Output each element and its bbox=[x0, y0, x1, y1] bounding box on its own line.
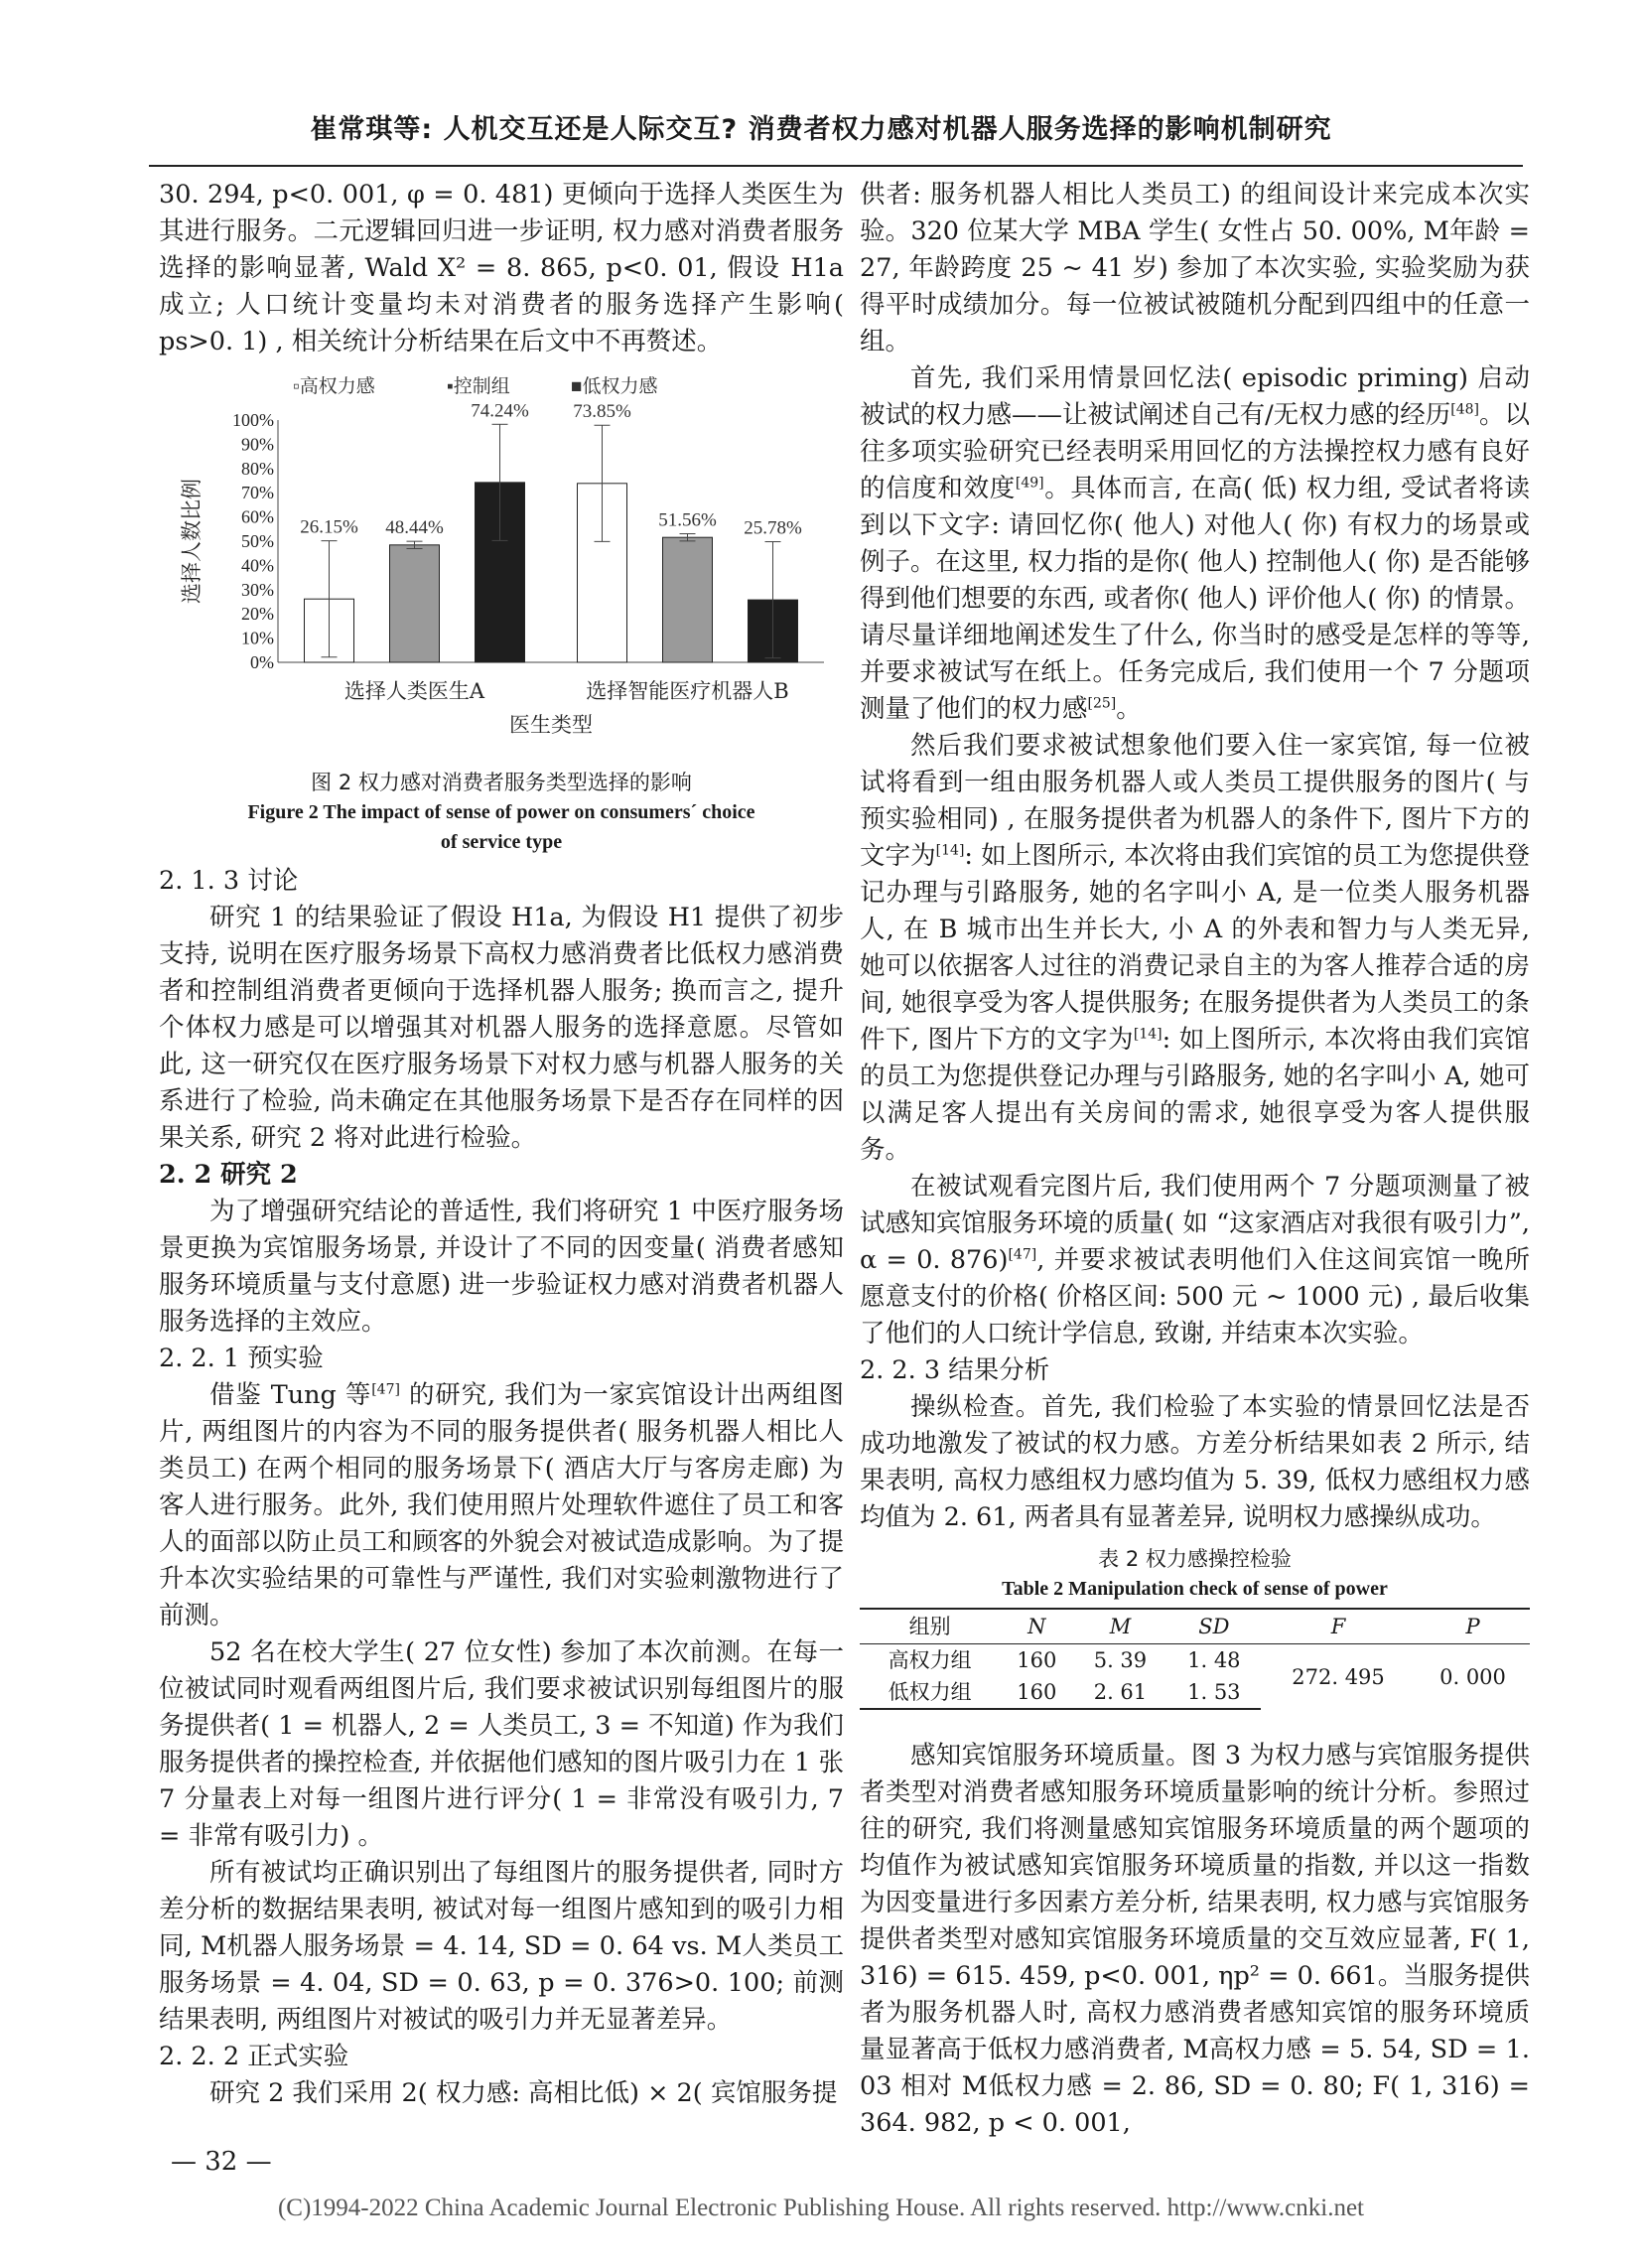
y-tick-label: 0% bbox=[250, 652, 274, 672]
text: , 并要求被试表明他们入住这间宾馆一晚所愿意支付的价格( 价格区间: 500 元 ~ 1000 元) , 最后收集了他们的人口统计学信息, 致谢, 并结束本次实验。 bbox=[860, 1245, 1530, 1348]
data-label: 25.78% bbox=[744, 517, 802, 539]
citation: [25] bbox=[1087, 695, 1117, 712]
data-label: 73.85% bbox=[573, 401, 631, 423]
table-cell: 2. 61 bbox=[1073, 1676, 1166, 1709]
right-para-5: 操纵检查。首先, 我们检验了本实验的情景回忆法是否成功地激发了被试的权力感。方差分析结果如表 2 所示, 结果表明, 高权力感组权力感均值为 5. 39, 低权力感组权力感均值为 2. 61, 两者具有显著差异, 说明权力感操纵成功。 bbox=[860, 1392, 1530, 1532]
section-2-2-2: 2. 2. 2 正式实验 bbox=[159, 2042, 349, 2071]
table-header: 组别 bbox=[860, 1609, 1000, 1644]
left-para-2: 研究 1 的结果验证了假设 H1a, 为假设 H1 提供了初步支持, 说明在医疗服务场景下高权力感消费者比低权力感消费者和控制组消费者更倾向于选择机器人服务; 换而言之, 提升个体权力感是可以增强其对机器人服务的选择意愿。尽管如此, 这一研究仅在医疗服务场景下对权力感与机器人服务的关系进行了检验, 尚未确定在其他服务场景下是否存在同样的因果关系, 研究 2 将对此进行检验。 bbox=[159, 903, 844, 1153]
section-2-1-3: 2. 1. 3 讨论 bbox=[159, 866, 299, 896]
y-axis-label: 选择人数比例 bbox=[180, 479, 204, 604]
legend-entry: ■低权力感 bbox=[571, 376, 658, 397]
table-caption-cn: 表 2 权力感操控检验 bbox=[1098, 1547, 1292, 1571]
citation: [14] bbox=[935, 842, 965, 859]
citation: [48] bbox=[1450, 401, 1479, 418]
text: 。以往多项实验研究已经表明采用回忆的方法操控权力感有良好的信度和效度 bbox=[860, 400, 1530, 503]
table-cell: 160 bbox=[1017, 1648, 1057, 1672]
y-tick-label: 50% bbox=[241, 531, 274, 551]
text: 首先, 我们采用情景回忆法( episodic priming) 启动被试的权力感——让被试阐述自己有/无权力感的经历 bbox=[860, 363, 1530, 430]
table-row bbox=[860, 1644, 1530, 1677]
right-column bbox=[860, 177, 1530, 2142]
figure-caption-en bbox=[159, 797, 844, 857]
text: 借鉴 Tung 等 bbox=[209, 1380, 372, 1410]
citation: [49] bbox=[1015, 475, 1044, 492]
section-2-2: 2. 2 研究 2 bbox=[159, 1160, 298, 1190]
y-tick-label: 80% bbox=[241, 458, 274, 479]
left-column bbox=[159, 177, 844, 2112]
table-cell: 高权力组 bbox=[888, 1648, 972, 1672]
right-para-4 bbox=[860, 1169, 1530, 1352]
table-cell: 1. 48 bbox=[1187, 1648, 1241, 1672]
figure-2 bbox=[159, 364, 844, 857]
table-cell: 1. 53 bbox=[1167, 1676, 1261, 1709]
table-cell: 低权力组 bbox=[860, 1676, 1000, 1709]
text: : 如上图所示, 本次将由我们宾馆的员工为您提供登记办理与引路服务, 她的名字叫小 A, 她可以满足客人提出有关房间的需求, 她很享受为客人提供服务。 bbox=[860, 1025, 1530, 1165]
legend-entry: ▪控制组 bbox=[447, 376, 510, 397]
table-header: M bbox=[1073, 1609, 1166, 1644]
text: : 如上图所示, 本次将由我们宾馆的员工为您提供登记办理与引路服务, 她的名字叫小 A, 是一位类人服务机器人, 在 B 城市出生并长大, 小 A 的外表和智力与人类无异, 她可以依据客人过往的消费记录自主的为客人推荐合适的房间, 她很享受为客人提供服务; 在服务提供者为人类员工的条件下, 图片下方的文字为 bbox=[860, 841, 1530, 1055]
right-para-3 bbox=[860, 728, 1530, 1169]
left-para-6: 所有被试均正确识别出了每组图片的服务提供者, 同时方差分析的数据结果表明, 被试对每一组图片感知到的吸引力相同, M机器人服务场景 = 4. 14, SD = 0. 64 vs. M人类员工服务场景 = 4. 04, SD = 0. 63, p = 0. 376>0. 100; 前测结果表明, 两组图片对被试的吸引力并无显著差异。 bbox=[159, 1858, 844, 2035]
left-para-4 bbox=[159, 1377, 844, 1634]
y-tick-label: 30% bbox=[241, 579, 274, 600]
left-para-1: 30. 294, p<0. 001, φ = 0. 481) 更倾向于选择人类医生为其进行服务。二元逻辑回归进一步证明, 权力感对消费者服务选择的影响显著, Wald X² = 8. 865, p<0. 01, 假设 H1a 成立; 人口统计变量均未对消费者的服务选择产生影响( ps>0. 1) , 相关统计分析结果在后文中不再赘述。 bbox=[159, 180, 844, 356]
copyright-footer: (C)1994-2022 China Academic Journal Electronic Publishing House. All rights reserved. http://www.cnki.net bbox=[277, 2195, 1365, 2221]
y-tick-label: 100% bbox=[232, 410, 274, 430]
citation: [47] bbox=[1008, 1246, 1037, 1263]
legend-entry: ▫高权力感 bbox=[293, 376, 375, 397]
section-2-2-3: 2. 2. 3 结果分析 bbox=[860, 1355, 1050, 1385]
y-tick-label: 20% bbox=[241, 604, 274, 625]
right-para-1: 供者: 服务机器人相比人类员工) 的组间设计来完成本次实验。320 位某大学 MBA 学生( 女性占 50. 00%, M年龄 = 27, 年龄跨度 25 ~ 41 岁) 参加了本次实验, 实验奖励为获得平时成绩加分。每一位被试被随机分配到四组中的任意一组。 bbox=[860, 180, 1530, 356]
running-header: 崔常琪等: 人机交互还是人际交互? 消费者权力感对机器人服务选择的影响机制研究 bbox=[310, 114, 1332, 145]
y-tick-label: 60% bbox=[241, 506, 274, 527]
table-cell-f: 272. 495 bbox=[1292, 1664, 1385, 1689]
table-cell-p: 0. 000 bbox=[1439, 1664, 1506, 1689]
right-para-2 bbox=[860, 360, 1530, 728]
header-rule bbox=[149, 165, 1523, 167]
text: 。 bbox=[1116, 694, 1142, 724]
bar-chart bbox=[159, 364, 844, 766]
text: 然后我们要求被试想象他们要入住一家宾馆, 每一位被试将看到一组由服务机器人或人类员工提供服务的图片( 与预实验相同) , 在服务提供者为机器人的条件下, 图片下方的文字为 bbox=[860, 731, 1530, 871]
citation: [47] bbox=[371, 1381, 400, 1398]
left-para-3: 为了增强研究结论的普适性, 我们将研究 1 中医疗服务场景更换为宾馆服务场景, 并设计了不同的因变量( 消费者感知服务环境质量与支付意愿) 进一步验证权力感对消费者机器人服务选择的主效应。 bbox=[159, 1197, 844, 1337]
page-number: — 32 — bbox=[171, 2147, 272, 2177]
table-header: P bbox=[1416, 1609, 1530, 1644]
citation: [14] bbox=[1133, 1026, 1163, 1043]
section-2-2-1: 2. 2. 1 预实验 bbox=[159, 1344, 324, 1373]
y-tick-label: 90% bbox=[241, 434, 274, 455]
x-axis-label: 医生类型 bbox=[509, 713, 593, 737]
text: 。具体而言, 在高( 低) 权力组, 受试者将读到以下文字: 请回忆你( 他人) 对他人( 你) 有权力的场景或例子。在这里, 权力指的是你( 他人) 控制他人( 你) 是否能够得到他们想要的东西, 或者你( 他人) 评价他人( 你) 的情景。请尽量详细地阐述发生了什么, 你当时的感受是怎样的等等, 并要求被试写在纸上。任务完成后, 我们使用一个 7 分题项测量了他们的权力感 bbox=[860, 474, 1530, 724]
text: 在被试观看完图片后, 我们使用两个 7 分题项测量了被试感知宾馆服务环境的质量( 如 “这家酒店对我很有吸引力”, α = 0. 876) bbox=[860, 1172, 1530, 1275]
table-cell: 5. 39 bbox=[1093, 1648, 1148, 1672]
table-header: N bbox=[1000, 1609, 1073, 1644]
figure-caption-en-line-2: of service type bbox=[440, 831, 563, 853]
y-tick-label: 70% bbox=[241, 483, 274, 503]
text: 的研究, 我们为一家宾馆设计出两组图片, 两组图片的内容为不同的服务提供者( 服务机器人相比人类员工) 在两个相同的服务场景下( 酒店大厅与客房走廊) 为客人进行服务。此外, 我们使用照片处理软件遮住了员工和客人的面部以防止员工和顾客的外貌会对被试造成影响。为了提升本次实验结果的可靠性与严谨性, 我们对实验刺激物进行了前测。 bbox=[159, 1380, 844, 1630]
table-header: SD bbox=[1167, 1609, 1261, 1644]
x-category-label: 选择智能医疗机器人B bbox=[586, 679, 789, 703]
bar bbox=[390, 545, 440, 662]
right-para-6: 感知宾馆服务环境质量。图 3 为权力感与宾馆服务提供者类型对消费者感知服务环境质量影响的统计分析。参照过往的研究, 我们将测量感知宾馆服务环境质量的两个题项的均值作为被试感知宾馆服务环境质量的指数, 并以这一指数为因变量进行多因素方差分析, 结果表明, 权力感与宾馆服务提供者类型对感知宾馆服务环境质量的交互效应显著, F( 1, 316) = 615. 459, p<0. 001, ηp² = 0. 661。当服务提供者为服务机器人时, 高权力感消费者感知宾馆的服务环境质量显著高于低权力感消费者, M高权力感 = 5. 54, SD = 1. 03 相对 M低权力感 = 2. 86, SD = 0. 80; F( 1, 316) = 364. 982, p < 0. 001, bbox=[860, 1741, 1530, 2138]
figure-caption-cn: 图 2 权力感对消费者服务类型选择的影响 bbox=[311, 771, 692, 794]
bar bbox=[663, 537, 713, 662]
figure-caption-en-line-1: Figure 2 The impact of sense of power on consumers´ choice bbox=[247, 801, 755, 823]
data-label: 48.44% bbox=[385, 517, 444, 539]
y-tick-label: 10% bbox=[241, 628, 274, 648]
table-cell: 160 bbox=[1000, 1676, 1073, 1709]
table-header-row bbox=[860, 1609, 1530, 1644]
table-caption-en: Table 2 Manipulation check of sense of power bbox=[1002, 1578, 1388, 1600]
table-2 bbox=[860, 1608, 1530, 1710]
x-category-label: 选择人类医生A bbox=[343, 679, 485, 703]
table-header: F bbox=[1261, 1609, 1416, 1644]
left-para-7: 研究 2 我们采用 2( 权力感: 高相比低) × 2( 宾馆服务提 bbox=[209, 2078, 838, 2108]
data-label: 51.56% bbox=[658, 509, 717, 531]
data-label: 74.24% bbox=[471, 400, 529, 422]
y-tick-label: 40% bbox=[241, 555, 274, 576]
data-label: 26.15% bbox=[300, 516, 358, 538]
left-para-5: 52 名在校大学生( 27 位女性) 参加了本次前测。在每一位被试同时观看两组图片后, 我们要求被试识别每组图片的服务提供者( 1 = 机器人, 2 = 人类员工, 3 = 不知道) 作为我们服务提供者的操控检查, 并依据他们感知的图片吸引力在 1 张 7 分量表上对每一组图片进行评分( 1 = 非常没有吸引力, 7 = 非常有吸引力) 。 bbox=[159, 1637, 844, 1851]
